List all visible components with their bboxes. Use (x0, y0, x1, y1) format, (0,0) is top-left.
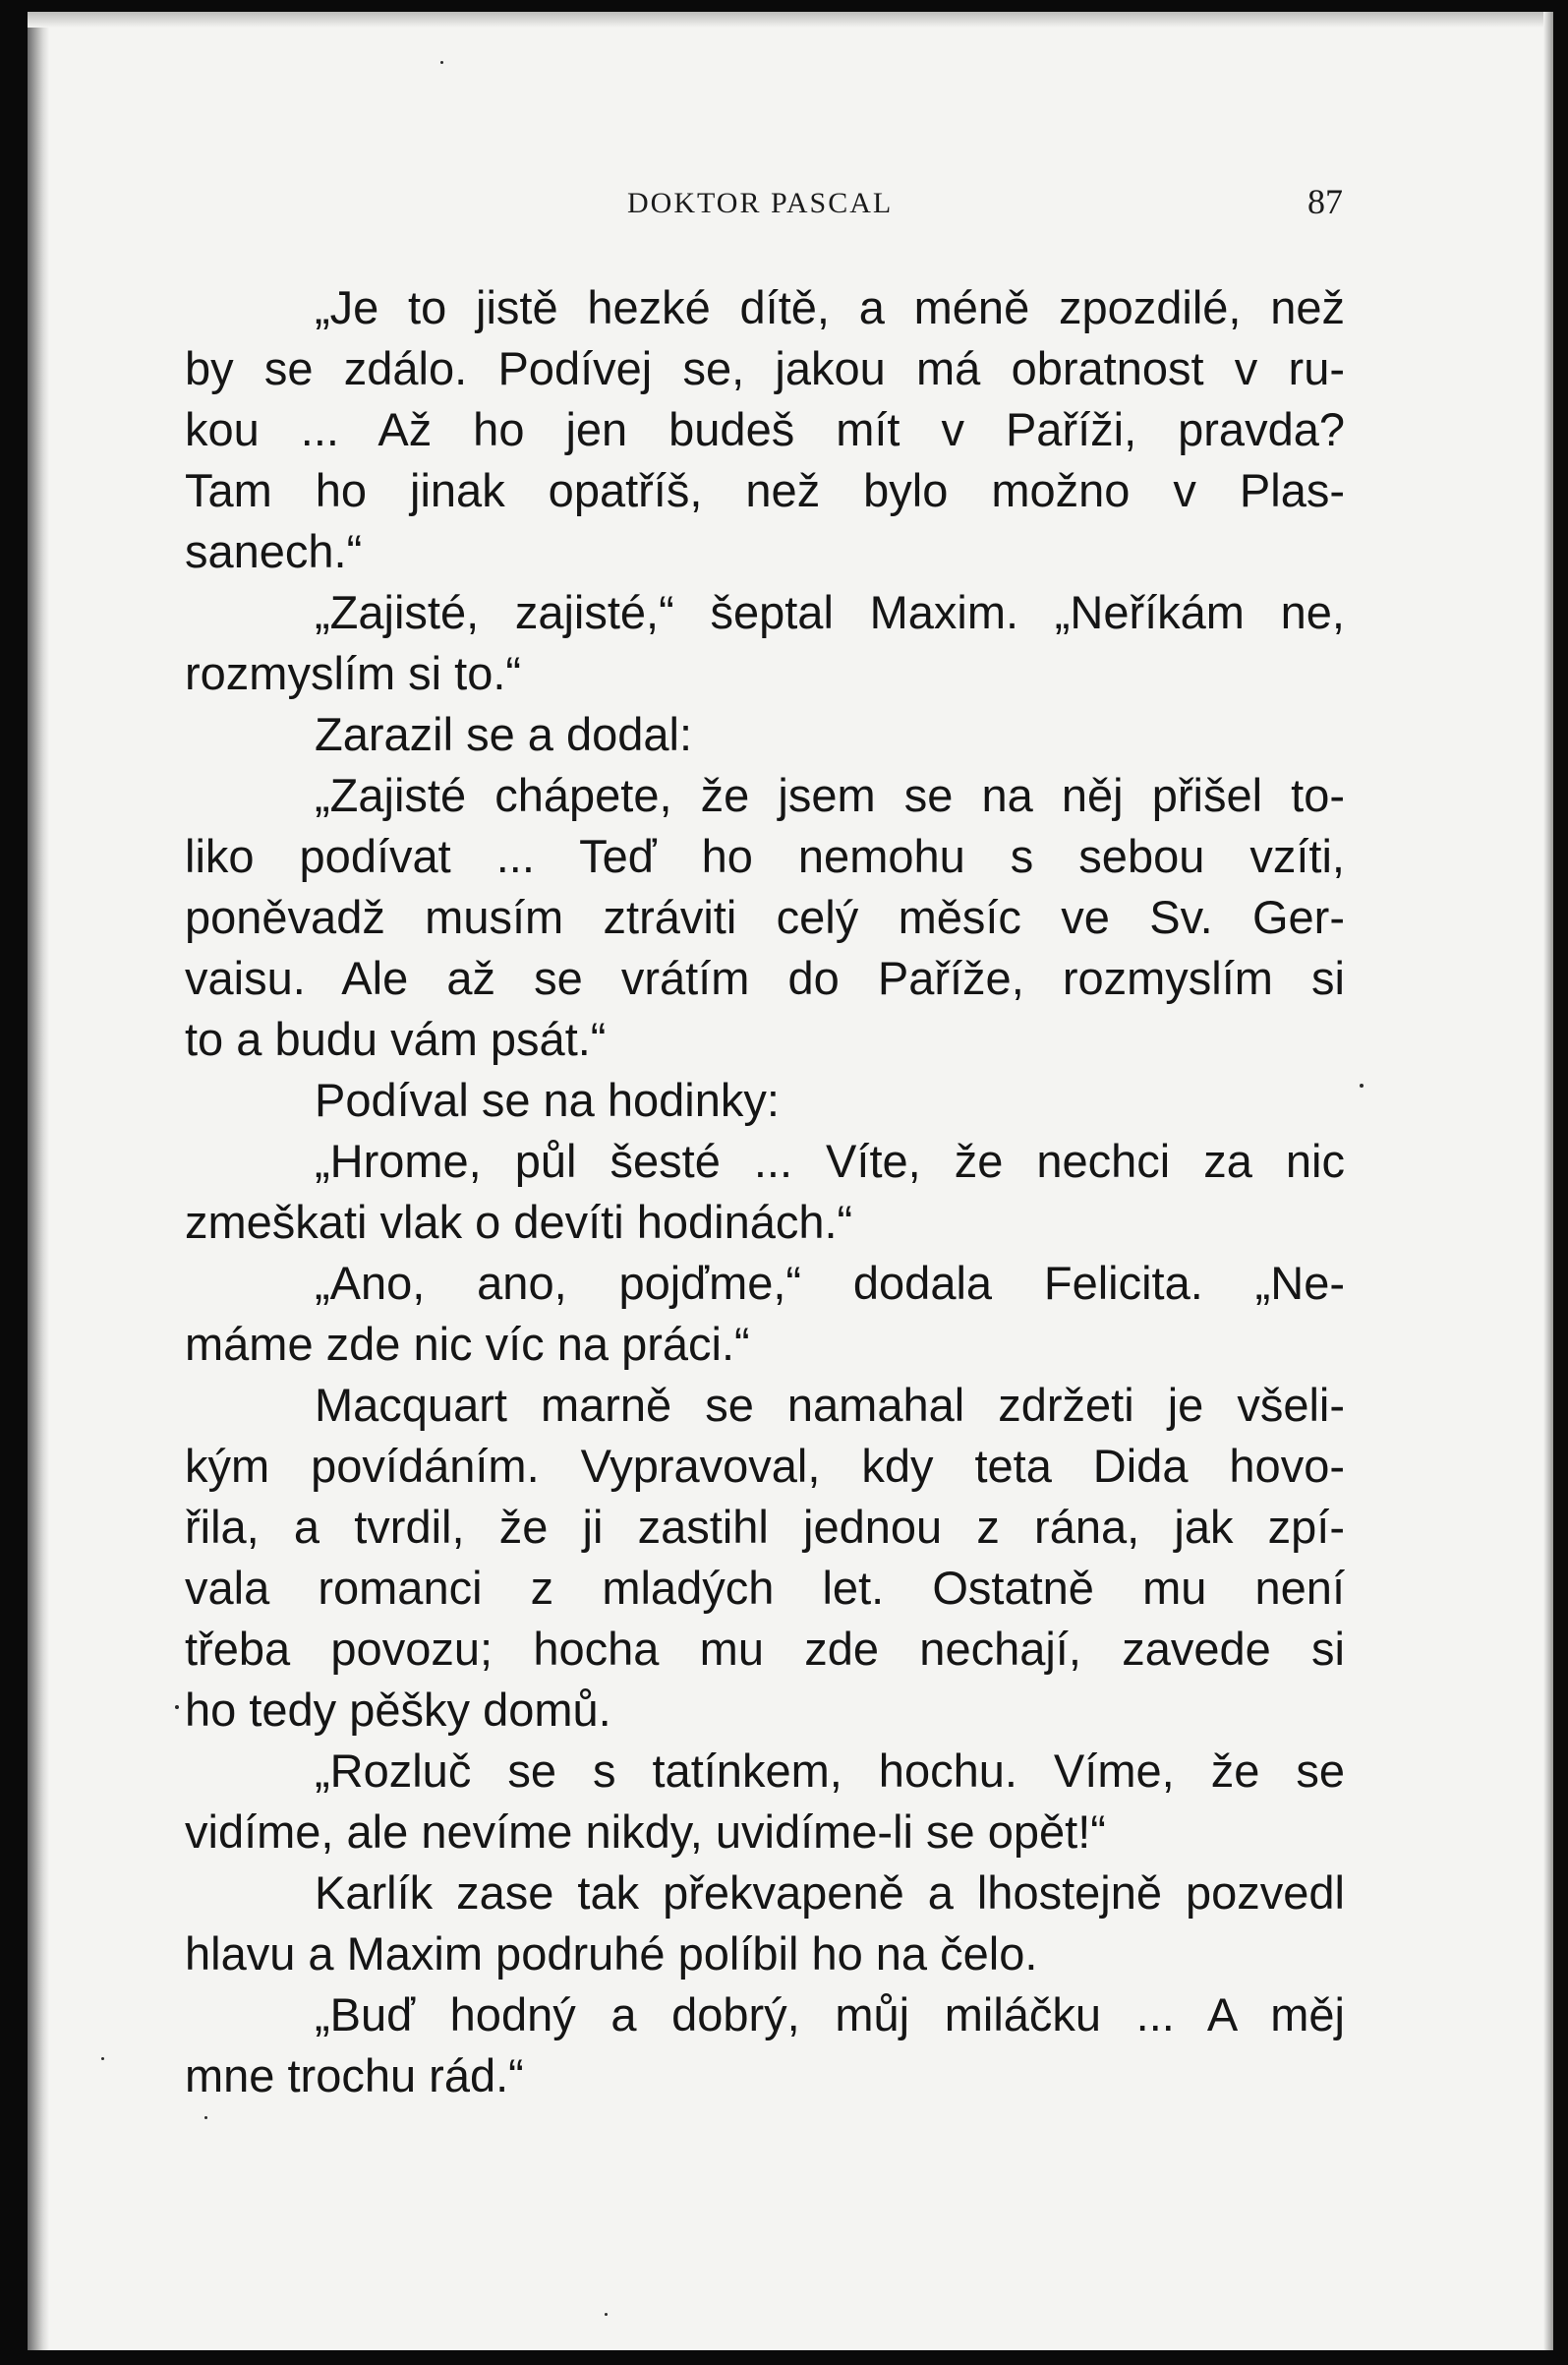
text-line: kým povídáním. Vypravoval, kdy teta Dida hovo- (185, 1440, 1345, 1492)
text-line: zmeškati vlak o devíti hodinách.“ (185, 1196, 853, 1248)
scan-speck (440, 61, 443, 64)
scan-speck (204, 2116, 207, 2119)
text-line: ho tedy pěšky domů. (185, 1684, 611, 1736)
text-line: máme zde nic víc na práci.“ (185, 1318, 750, 1370)
book-page (28, 12, 1553, 2350)
text-line: vidíme, ale nevíme nikdy, uvidíme-li se opět!“ (185, 1805, 1106, 1858)
text-line: Podíval se na hodinky: (315, 1074, 780, 1126)
text-line: vala romanci z mladých let. Ostatně mu není (185, 1562, 1345, 1614)
text-line: rozmyslím si to.“ (185, 647, 522, 699)
text-line: vaisu. Ale až se vrátím do Paříže, rozmyslím si (185, 952, 1345, 1004)
running-head (185, 181, 1343, 226)
body-text (185, 277, 1345, 2106)
running-title: DOKTOR PASCAL (627, 187, 894, 219)
text-line: Zarazil se a dodal: (315, 708, 693, 760)
text-line: Macquart marně se namahal zdržeti je všeli- (315, 1379, 1345, 1431)
binding-shadow (28, 12, 49, 2350)
text-line: to a budu vám psát.“ (185, 1013, 607, 1065)
text-line: hlavu a Maxim podruhé políbil ho na čelo. (185, 1927, 1038, 1980)
scan-speck (1360, 1084, 1364, 1088)
text-line: Tam ho jinak opatříš, než bylo možno v Plas- (185, 464, 1345, 516)
text-line: sanech.“ (185, 525, 363, 577)
text-line: „Rozluč se s tatínkem, hochu. Víme, že se (315, 1744, 1345, 1797)
text-line: řila, a tvrdil, že ji zastihl jednou z rána, jak zpí- (185, 1501, 1345, 1553)
text-line: liko podívat ... Teď ho nemohu s sebou vzíti, (185, 830, 1345, 882)
text-line: „Buď hodný a dobrý, můj miláčku ... A měj (315, 1988, 1345, 2040)
scan-speck (605, 2313, 608, 2316)
page-number: 87 (1307, 182, 1343, 221)
text-line: „Zajisté, zajisté,“ šeptal Maxim. „Neříkám ne, (315, 586, 1345, 638)
text-line: Karlík zase tak překvapeně a lhostejně pozvedl (315, 1866, 1345, 1919)
text-line: „Ano, ano, pojďme,“ dodala Felicita. „Ne- (315, 1257, 1345, 1309)
text-line: „Hrome, půl šesté ... Víte, že nechci za nic (315, 1135, 1345, 1187)
text-line: kou ... Až ho jen budeš mít v Paříži, pravda? (185, 403, 1345, 455)
text-line: by se zdálo. Podívej se, jakou má obratnost v ru- (185, 342, 1345, 394)
text-line: poněvadž musím ztráviti celý měsíc ve Sv. Ger- (185, 891, 1345, 943)
right-edge-shadow (1543, 12, 1553, 2350)
text-line: mne trochu rád.“ (185, 2049, 524, 2101)
scan-speck (175, 1705, 179, 1709)
top-edge-shadow (28, 12, 1553, 28)
scan-speck (101, 2057, 104, 2060)
text-line: „Je to jistě hezké dítě, a méně zpozdilé, než (315, 281, 1345, 333)
text-line: „Zajisté chápete, že jsem se na něj přišel to- (315, 769, 1345, 821)
text-line: třeba povozu; hocha mu zde nechají, zavede si (185, 1623, 1345, 1675)
